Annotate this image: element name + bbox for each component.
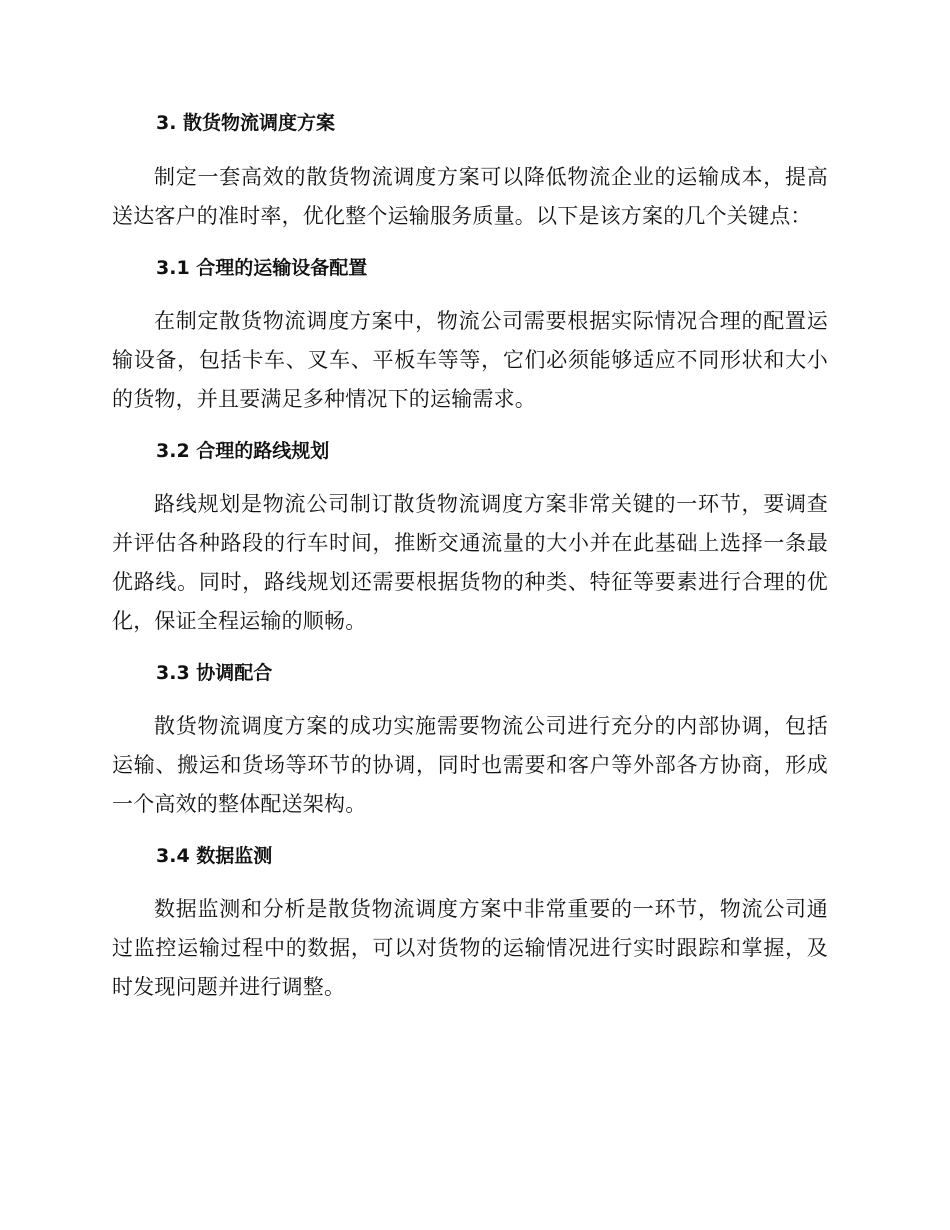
section-title: 3. 散货物流调度方案 bbox=[156, 112, 336, 134]
subsection-heading-3-1: 3.1 合理的运输设备配置 bbox=[156, 257, 368, 279]
subsection-heading-3-2: 3.2 合理的路线规划 bbox=[156, 440, 330, 462]
subsection-body-3-2: 路线规划是物流公司制订散货物流调度方案非常关键的一环节，要调查并评估各种路段的行车时间，推断交通流量的大小并在此基础上选择一条最优路线。同时，路线规划还需要根据货物的种类、特征等要素进行合理的优化，保证全程运输的顺畅。 bbox=[112, 492, 828, 633]
subsection-heading-3-4: 3.4 数据监测 bbox=[156, 845, 273, 867]
subsection-body-3-4: 数据监测和分析是散货物流调度方案中非常重要的一环节，物流公司通过监控运输过程中的数据，可以对货物的运输情况进行实时跟踪和掌握，及时发现问题并进行调整。 bbox=[112, 897, 828, 999]
subsection-body-3-3: 散货物流调度方案的成功实施需要物流公司进行充分的内部协调，包括运输、搬运和货场等环节的协调，同时也需要和客户等外部各方协商，形成一个高效的整体配送架构。 bbox=[112, 714, 828, 816]
subsection-heading-3-3: 3.3 协调配合 bbox=[156, 662, 273, 684]
intro-paragraph: 制定一套高效的散货物流调度方案可以降低物流企业的运输成本，提高送达客户的准时率，优化整个运输服务质量。以下是该方案的几个关键点： bbox=[112, 165, 828, 228]
subsection-body-3-1: 在制定散货物流调度方案中，物流公司需要根据实际情况合理的配置运输设备，包括卡车、叉车、平板车等等，它们必须能够适应不同形状和大小的货物，并且要满足多种情况下的运输需求。 bbox=[112, 309, 828, 411]
